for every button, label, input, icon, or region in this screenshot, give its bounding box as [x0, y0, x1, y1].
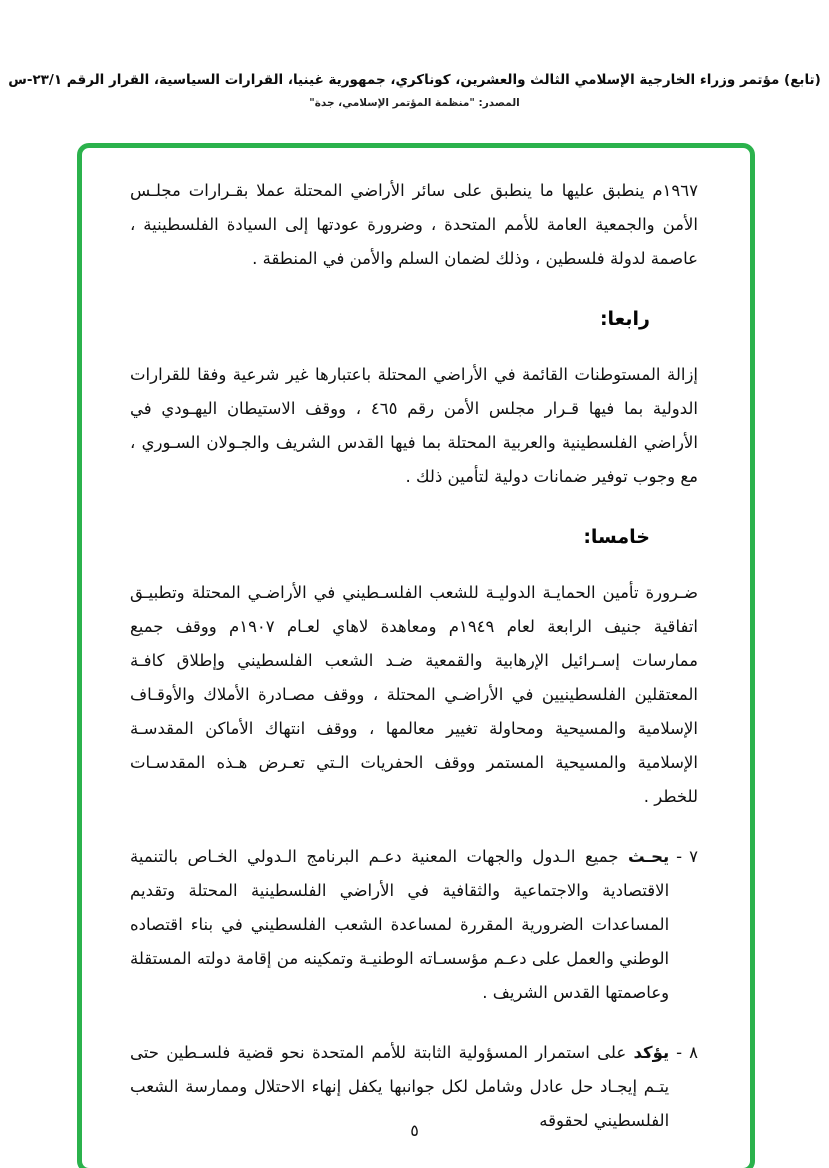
- paragraph-continuation-1967: ١٩٦٧م ينطبق عليها ما ينطبق على سائر الأراضي المحتلة عملا بقـرارات مجلـس الأمن والجمعية العامة للأمم المتحدة ، وضرورة عودتها إلى السيادة الفلسطينية ، عاصمة لدولة فلسطين ، وذلك لضمان السلم والأمن في المنطقة .: [130, 181, 698, 268]
- document-body: [130, 174, 698, 1138]
- paragraph-fourth-section: إزالة المستوطنات القائمة في الأراضي المحتلة باعتبارها غير شرعية وفقا للقرارات الدولية بما فيها قـرار مجلس الأمن رقم ٤٦٥ ، ووقف الاستيطان اليهـودي في الأراضي الفلسطينية والعربية المحتلة بما فيها القدس الشريف والجـولان السـوري ، مع وجوب توفير ضمانات دولية لتأمين ذلك .: [130, 365, 698, 486]
- highlight-annotation-box: [77, 143, 755, 1168]
- item-lead-word-7: يحـث: [627, 847, 670, 866]
- heading-fourth-section: رابعا:: [599, 308, 650, 330]
- item-text-7: جميع الـدول والجهات المعنية دعـم البرنامج الـدولي الخـاص بالتنمية الاقتصادية والاجتماعية والثقافية في الأراضي الفلسطينية المحتلة وتقديم المساعدات الضرورية المقررة لمساعدة الشعب الفلسطيني في بناء اقتصاده الوطني والعمل على دعـم مؤسسـاته الوطنيـة وتمكينه من إقامة دولته المستقلة وعاصمتها القدس الشريف .: [130, 847, 670, 1002]
- page-number: ٥: [410, 1121, 419, 1140]
- list-item-7: [130, 840, 698, 1010]
- item-separator-8: -: [676, 1043, 683, 1062]
- item-separator-7: -: [676, 847, 683, 866]
- header-source: المصدر: "منظمة المؤتمر الإسلامي، جدة": [309, 97, 520, 109]
- header-title: (تابع) مؤتمر وزراء الخارجية الإسلامي الثالث والعشرين، كوناكري، جمهورية غينيا، القرارات السياسية، القرار الرقم ٢٣/١-س: [8, 72, 821, 88]
- item-text-8: على استمرار المسؤولية الثابتة للأمم المتحدة نحو قضية فلسـطين حتى يتـم إيجـاد حل عادل وشامل لكل جوانبها يكفل إنهاء الاحتلال وممارسة الشعب الفلسطيني لحقوقه: [130, 1043, 670, 1130]
- page-footer: [0, 1121, 829, 1140]
- heading-fifth-section: خامسا:: [583, 526, 650, 548]
- item-number-7: ٧: [689, 847, 698, 866]
- paragraph-fifth-section: ضـرورة تأمين الحمايـة الدوليـة للشعب الفلسـطيني في الأراضـي المحتلة وتطبيـق اتفاقية جنيف الرابعة لعام ١٩٤٩م ومعاهدة لاهاي لعـام ١٩٠٧م ووقف جميع ممارسات إسـرائيل الإرهابية والقمعية ضـد الشعب الفلسطيني وإطلاق كافـة المعتقلين الفلسطينيين في الأراضـي المحتلة ، ووقف مصـادرة الأملاك والأوقـاف الإسلامية والمسيحية ومحاولة تغيير معالمها ، ووقف انتهاك الأماكن المقدسـة الإسلامية والمسيحية المستمر ووقف الحفريات الـتي تعـرض هـذه المقدسـات للخطر .: [130, 583, 698, 806]
- item-number-8: ٨: [689, 1043, 698, 1062]
- document-header: [0, 0, 829, 109]
- item-lead-word-8: يؤكد: [633, 1043, 670, 1062]
- item-body-7: [130, 840, 669, 1010]
